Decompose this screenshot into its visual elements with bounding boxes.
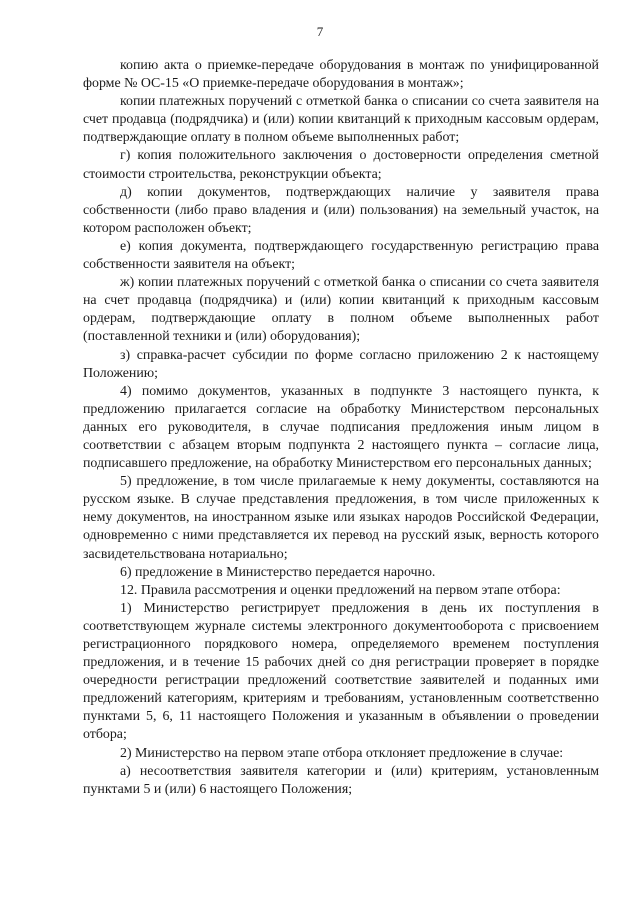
paragraph: копии платежных поручений с отметкой банка о списании со счета заявителя на счет продавца (подрядчика) и (или) копии квитанций к приходным кассовым ордерам, подтверждающие оплату в полном объеме выполненных работ; xyxy=(83,94,599,146)
page-number: 7 xyxy=(316,24,324,39)
paragraph: з) справка-расчет субсидии по форме согласно приложению 2 к настоящему Положению; xyxy=(83,347,599,381)
document-body xyxy=(83,57,599,799)
paragraph: 12. Правила рассмотрения и оценки предложений на первом этапе отбора: xyxy=(120,582,561,598)
paragraph: 2) Министерство на первом этапе отбора отклоняет предложение в случае: xyxy=(120,745,564,761)
paragraph: а) несоответствия заявителя категории и (или) критериям, установленным пунктами 5 и (или) 6 настоящего Положения; xyxy=(83,763,599,797)
paragraph: д) копии документов, подтверждающих наличие у заявителя права собственности (либо право владения и (или) пользования) на земельный участок, на котором расположен объект; xyxy=(83,184,599,236)
paragraph: 5) предложение, в том числе прилагаемые к нему документы, составляются на русском языке. В случае представления предложения, в том числе приложенных к нему документов, на иностранном языке или языках народов Российской Федерации, одновременно с ними представляется их перевод на русский язык, верность которого засвидетельствована нотариально; xyxy=(83,474,599,562)
paragraph: 4) помимо документов, указанных в подпункте 3 настоящего пункта, к предложению прилагается согласие на обработку Министерством персональных данных его руководителя, в случае подписания предложения иным лицом в соответствии с абзацем вторым подпункта 2 настоящего пункта – согласие лица, подписавшего предложение, на обработку Министерством его персональных данных; xyxy=(83,383,599,472)
paragraph: 6) предложение в Министерство передается нарочно. xyxy=(120,564,436,580)
paragraph: г) копия положительного заключения о достоверности определения сметной стоимости строительства, реконструкции объекта; xyxy=(83,148,599,182)
paragraph: копию акта о приемке-передаче оборудования в монтаж по унифицированной форме № ОС-15 «О приемке-передаче оборудования в монтаж»; xyxy=(83,58,599,92)
paragraph: ж) копии платежных поручений с отметкой банка о списании со счета заявителя на счет продавца (подрядчика) и (или) копии квитанций к приходным кассовым ордерам, подтверждающие оплату в полном объеме выполненных работ (поставленной техники и (или) оборудования); xyxy=(83,275,599,345)
paragraph: 1) Министерство регистрирует предложения в день их поступления в соответствующем журнале системы электронного документооборота с присвоением регистрационного порядкового номера, определяемого временем поступления предложения, и в течение 15 рабочих дней со дня регистрации проверяет в порядке очередности регистрации предложений соответствие заявителей и поданных ими предложений категориям, критериям и требованиям, установленным соответственно пунктами 5, 6, 11 настоящего Положения и указанным в объявлении о проведении отбора; xyxy=(83,600,599,743)
paragraph: е) копия документа, подтверждающего государственную регистрацию права собственности заявителя на объект; xyxy=(83,238,599,273)
